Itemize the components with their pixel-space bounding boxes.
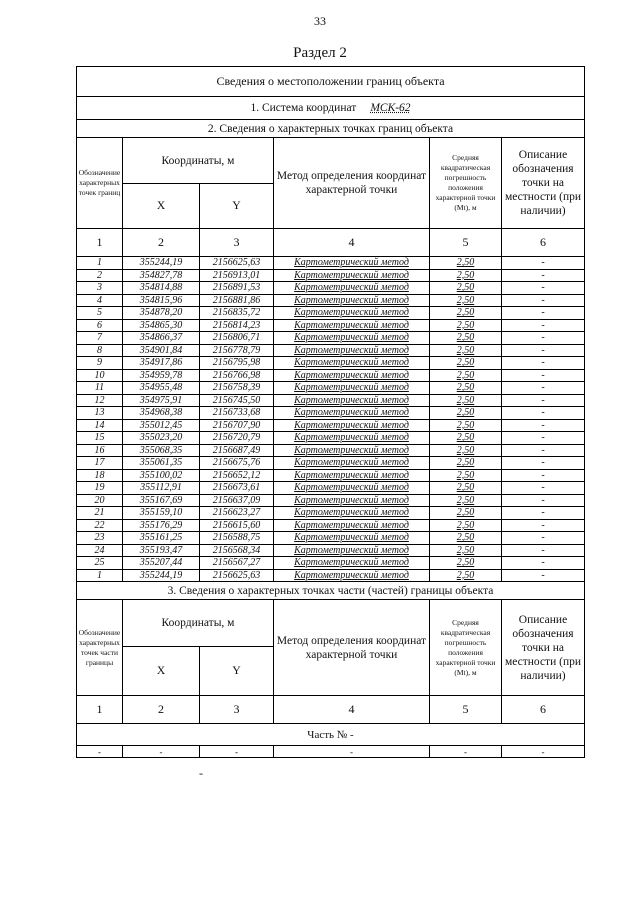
x-coordinate: 354814,88 (123, 282, 200, 295)
y-coordinate: 2156673,61 (200, 482, 274, 495)
point-number: 3 (77, 282, 123, 295)
method: Картометрический метод (274, 469, 430, 482)
method: Картометрический метод (274, 282, 430, 295)
method: Картометрический метод (274, 294, 430, 307)
method: Картометрический метод (274, 419, 430, 432)
s2-index-cell: 1 (77, 229, 123, 257)
error-value: 2,50 (430, 382, 502, 395)
coord-system-value: МСК-62 (370, 102, 411, 114)
description: - (502, 519, 585, 532)
s3-header-y: Y (200, 647, 274, 696)
s3-header-point: Обозначение характерных точек части границы (77, 600, 123, 696)
point-number: 2 (77, 269, 123, 282)
error-value: 2,50 (430, 369, 502, 382)
x-coordinate: 354878,20 (123, 307, 200, 320)
point-number: 11 (77, 382, 123, 395)
description: - (502, 294, 585, 307)
method: Картометрический метод (274, 307, 430, 320)
error-value: 2,50 (430, 357, 502, 370)
y-coordinate: 2156637,09 (200, 494, 274, 507)
point-number: 1 (77, 257, 123, 270)
s3-index-row (77, 696, 585, 724)
point-row (77, 569, 585, 582)
description: - (502, 544, 585, 557)
point-row (77, 519, 585, 532)
method: Картометрический метод (274, 507, 430, 520)
method: Картометрический метод (274, 369, 430, 382)
error-value: 2,50 (430, 282, 502, 295)
s3-index-cell: 2 (123, 696, 200, 724)
point-row (77, 544, 585, 557)
y-coordinate: 2156615,60 (200, 519, 274, 532)
point-row (77, 432, 585, 445)
point-number: 15 (77, 432, 123, 445)
y-coordinate: 2156881,86 (200, 294, 274, 307)
point-row (77, 407, 585, 420)
x-coordinate: 354815,96 (123, 294, 200, 307)
point-row (77, 457, 585, 470)
error-value: 2,50 (430, 344, 502, 357)
s2-index-cell: 6 (502, 229, 585, 257)
section-title: Раздел 2 (293, 45, 347, 61)
y-coordinate: 2156778,79 (200, 344, 274, 357)
point-number: 20 (77, 494, 123, 507)
x-coordinate: 354917,86 (123, 357, 200, 370)
error-value: 2,50 (430, 557, 502, 570)
y-coordinate: 2156652,12 (200, 469, 274, 482)
x-coordinate: 354866,37 (123, 332, 200, 345)
method: Картометрический метод (274, 494, 430, 507)
s3-header-error: Средняя квадратическая погрешность положения характерной точки (Мt), м (430, 600, 502, 696)
y-coordinate: 2156913,01 (200, 269, 274, 282)
x-coordinate: 355068,35 (123, 444, 200, 457)
x-coordinate: 355012,45 (123, 419, 200, 432)
error-value: 2,50 (430, 294, 502, 307)
y-coordinate: 2156758,39 (200, 382, 274, 395)
description: - (502, 419, 585, 432)
error-value: 2,50 (430, 494, 502, 507)
error-value: 2,50 (430, 307, 502, 320)
y-coordinate: 2156814,23 (200, 319, 274, 332)
error-value: 2,50 (430, 457, 502, 470)
s2-index-cell: 5 (430, 229, 502, 257)
description: - (502, 482, 585, 495)
s3-index-cell: 1 (77, 696, 123, 724)
footnote-dash: - (199, 766, 203, 780)
point-row (77, 507, 585, 520)
s2-index-row (77, 229, 585, 257)
point-row (77, 269, 585, 282)
description: - (502, 569, 585, 582)
description: - (502, 494, 585, 507)
method: Картометрический метод (274, 544, 430, 557)
error-value: 2,50 (430, 444, 502, 457)
s2-index-cell: 2 (123, 229, 200, 257)
point-number: 24 (77, 544, 123, 557)
point-number: 19 (77, 482, 123, 495)
point-row (77, 332, 585, 345)
x-coordinate: 355207,44 (123, 557, 200, 570)
boundary-table (76, 66, 585, 758)
method: Картометрический метод (274, 557, 430, 570)
x-coordinate: 354865,30 (123, 319, 200, 332)
description: - (502, 382, 585, 395)
point-row (77, 532, 585, 545)
x-coordinate: 355023,20 (123, 432, 200, 445)
x-coordinate: 354901,84 (123, 344, 200, 357)
x-coordinate: 355159,10 (123, 507, 200, 520)
x-coordinate: 355244,19 (123, 569, 200, 582)
y-coordinate: 2156588,75 (200, 532, 274, 545)
error-value: 2,50 (430, 332, 502, 345)
point-number: 13 (77, 407, 123, 420)
description: - (502, 257, 585, 270)
method: Картометрический метод (274, 344, 430, 357)
point-number: 9 (77, 357, 123, 370)
error-value: 2,50 (430, 269, 502, 282)
point-number: 17 (77, 457, 123, 470)
y-coordinate: 2156623,27 (200, 507, 274, 520)
point-row (77, 369, 585, 382)
s2-header-method: Метод определения координат характерной точки (274, 138, 430, 229)
section2-title: 2. Сведения о характерных точках границ объекта (77, 120, 585, 138)
description: - (502, 507, 585, 520)
x-coordinate: 355167,69 (123, 494, 200, 507)
y-coordinate: 2156795,98 (200, 357, 274, 370)
error-value: 2,50 (430, 319, 502, 332)
s3-empty-row (77, 746, 585, 758)
coord-system-label: 1. Система координат (250, 102, 357, 114)
x-coordinate: 355112,91 (123, 482, 200, 495)
method: Картометрический метод (274, 269, 430, 282)
point-number: 1 (77, 569, 123, 582)
description: - (502, 432, 585, 445)
point-row (77, 344, 585, 357)
x-coordinate: 355244,19 (123, 257, 200, 270)
point-row (77, 307, 585, 320)
x-coordinate: 355176,29 (123, 519, 200, 532)
x-coordinate: 354955,48 (123, 382, 200, 395)
y-coordinate: 2156568,34 (200, 544, 274, 557)
s3-header-x: X (123, 647, 200, 696)
description: - (502, 332, 585, 345)
s3-header-description: Описание обозначения точки на местности (при наличии) (502, 600, 585, 696)
description: - (502, 269, 585, 282)
y-coordinate: 2156720,79 (200, 432, 274, 445)
method: Картометрический метод (274, 519, 430, 532)
description: - (502, 344, 585, 357)
description: - (502, 444, 585, 457)
method: Картометрический метод (274, 432, 430, 445)
point-number: 16 (77, 444, 123, 457)
point-number: 12 (77, 394, 123, 407)
description: - (502, 394, 585, 407)
point-row (77, 444, 585, 457)
error-value: 2,50 (430, 519, 502, 532)
x-coordinate: 354975,91 (123, 394, 200, 407)
point-number: 7 (77, 332, 123, 345)
s2-header-y: Y (200, 184, 274, 229)
description: - (502, 282, 585, 295)
point-number: 4 (77, 294, 123, 307)
section3-title: 3. Сведения о характерных точках части (частей) границы объекта (77, 582, 585, 600)
y-coordinate: 2156625,63 (200, 257, 274, 270)
error-value: 2,50 (430, 569, 502, 582)
error-value: 2,50 (430, 532, 502, 545)
method: Картометрический метод (274, 319, 430, 332)
point-row (77, 494, 585, 507)
description: - (502, 307, 585, 320)
y-coordinate: 2156567,27 (200, 557, 274, 570)
error-value: 2,50 (430, 482, 502, 495)
error-value: 2,50 (430, 394, 502, 407)
description: - (502, 457, 585, 470)
s2-header-error: Средняя квадратическая погрешность положения характерной точки (Мt), м (430, 138, 502, 229)
s3-header-coordinates: Координаты, м (123, 600, 274, 647)
x-coordinate: 355100,02 (123, 469, 200, 482)
point-number: 25 (77, 557, 123, 570)
point-number: 22 (77, 519, 123, 532)
x-coordinate: 355161,25 (123, 532, 200, 545)
point-row (77, 282, 585, 295)
point-row (77, 557, 585, 570)
description: - (502, 319, 585, 332)
point-row (77, 357, 585, 370)
s3-empty-cell: - (430, 746, 502, 758)
point-number: 18 (77, 469, 123, 482)
point-number: 21 (77, 507, 123, 520)
s3-empty-cell: - (123, 746, 200, 758)
x-coordinate: 355061,35 (123, 457, 200, 470)
error-value: 2,50 (430, 407, 502, 420)
y-coordinate: 2156806,71 (200, 332, 274, 345)
point-number: 8 (77, 344, 123, 357)
s3-header-method: Метод определения координат характерной точки (274, 600, 430, 696)
s2-index-cell: 3 (200, 229, 274, 257)
x-coordinate: 355193,47 (123, 544, 200, 557)
description: - (502, 407, 585, 420)
s3-index-cell: 3 (200, 696, 274, 724)
x-coordinate: 354827,78 (123, 269, 200, 282)
point-row (77, 419, 585, 432)
point-row (77, 394, 585, 407)
error-value: 2,50 (430, 507, 502, 520)
description: - (502, 369, 585, 382)
method: Картометрический метод (274, 482, 430, 495)
error-value: 2,50 (430, 432, 502, 445)
s2-index-cell: 4 (274, 229, 430, 257)
part-label: Часть № - (77, 724, 585, 746)
method: Картометрический метод (274, 357, 430, 370)
point-number: 23 (77, 532, 123, 545)
description: - (502, 532, 585, 545)
y-coordinate: 2156733,68 (200, 407, 274, 420)
method: Картометрический метод (274, 444, 430, 457)
s3-empty-cell: - (77, 746, 123, 758)
x-coordinate: 354959,78 (123, 369, 200, 382)
method: Картометрический метод (274, 532, 430, 545)
s3-empty-cell: - (200, 746, 274, 758)
method: Картометрический метод (274, 257, 430, 270)
point-row (77, 469, 585, 482)
method: Картометрический метод (274, 394, 430, 407)
error-value: 2,50 (430, 257, 502, 270)
y-coordinate: 2156707,90 (200, 419, 274, 432)
coord-system-row (77, 97, 585, 120)
point-number: 5 (77, 307, 123, 320)
error-value: 2,50 (430, 419, 502, 432)
s2-header-point: Обозначение характерных точек границ (77, 138, 123, 229)
point-number: 14 (77, 419, 123, 432)
x-coordinate: 354968,38 (123, 407, 200, 420)
y-coordinate: 2156835,72 (200, 307, 274, 320)
table-title: Сведения о местоположении границ объекта (77, 67, 585, 97)
method: Картометрический метод (274, 569, 430, 582)
s3-empty-cell: - (502, 746, 585, 758)
point-number: 6 (77, 319, 123, 332)
s3-empty-cell: - (274, 746, 430, 758)
s3-index-cell: 5 (430, 696, 502, 724)
description: - (502, 557, 585, 570)
s2-header-description: Описание обозначения точки на местности (при наличии) (502, 138, 585, 229)
description: - (502, 357, 585, 370)
point-row (77, 257, 585, 270)
error-value: 2,50 (430, 544, 502, 557)
s3-index-cell: 6 (502, 696, 585, 724)
y-coordinate: 2156625,63 (200, 569, 274, 582)
y-coordinate: 2156891,53 (200, 282, 274, 295)
s2-header-x: X (123, 184, 200, 229)
error-value: 2,50 (430, 469, 502, 482)
point-row (77, 382, 585, 395)
y-coordinate: 2156745,50 (200, 394, 274, 407)
description: - (502, 469, 585, 482)
y-coordinate: 2156687,49 (200, 444, 274, 457)
method: Картометрический метод (274, 457, 430, 470)
method: Картометрический метод (274, 332, 430, 345)
y-coordinate: 2156675,76 (200, 457, 274, 470)
method: Картометрический метод (274, 407, 430, 420)
s2-header-coordinates: Координаты, м (123, 138, 274, 184)
point-row (77, 319, 585, 332)
y-coordinate: 2156766,98 (200, 369, 274, 382)
page-number: 33 (314, 14, 326, 28)
point-number: 10 (77, 369, 123, 382)
point-row (77, 482, 585, 495)
method: Картометрический метод (274, 382, 430, 395)
s3-index-cell: 4 (274, 696, 430, 724)
point-row (77, 294, 585, 307)
